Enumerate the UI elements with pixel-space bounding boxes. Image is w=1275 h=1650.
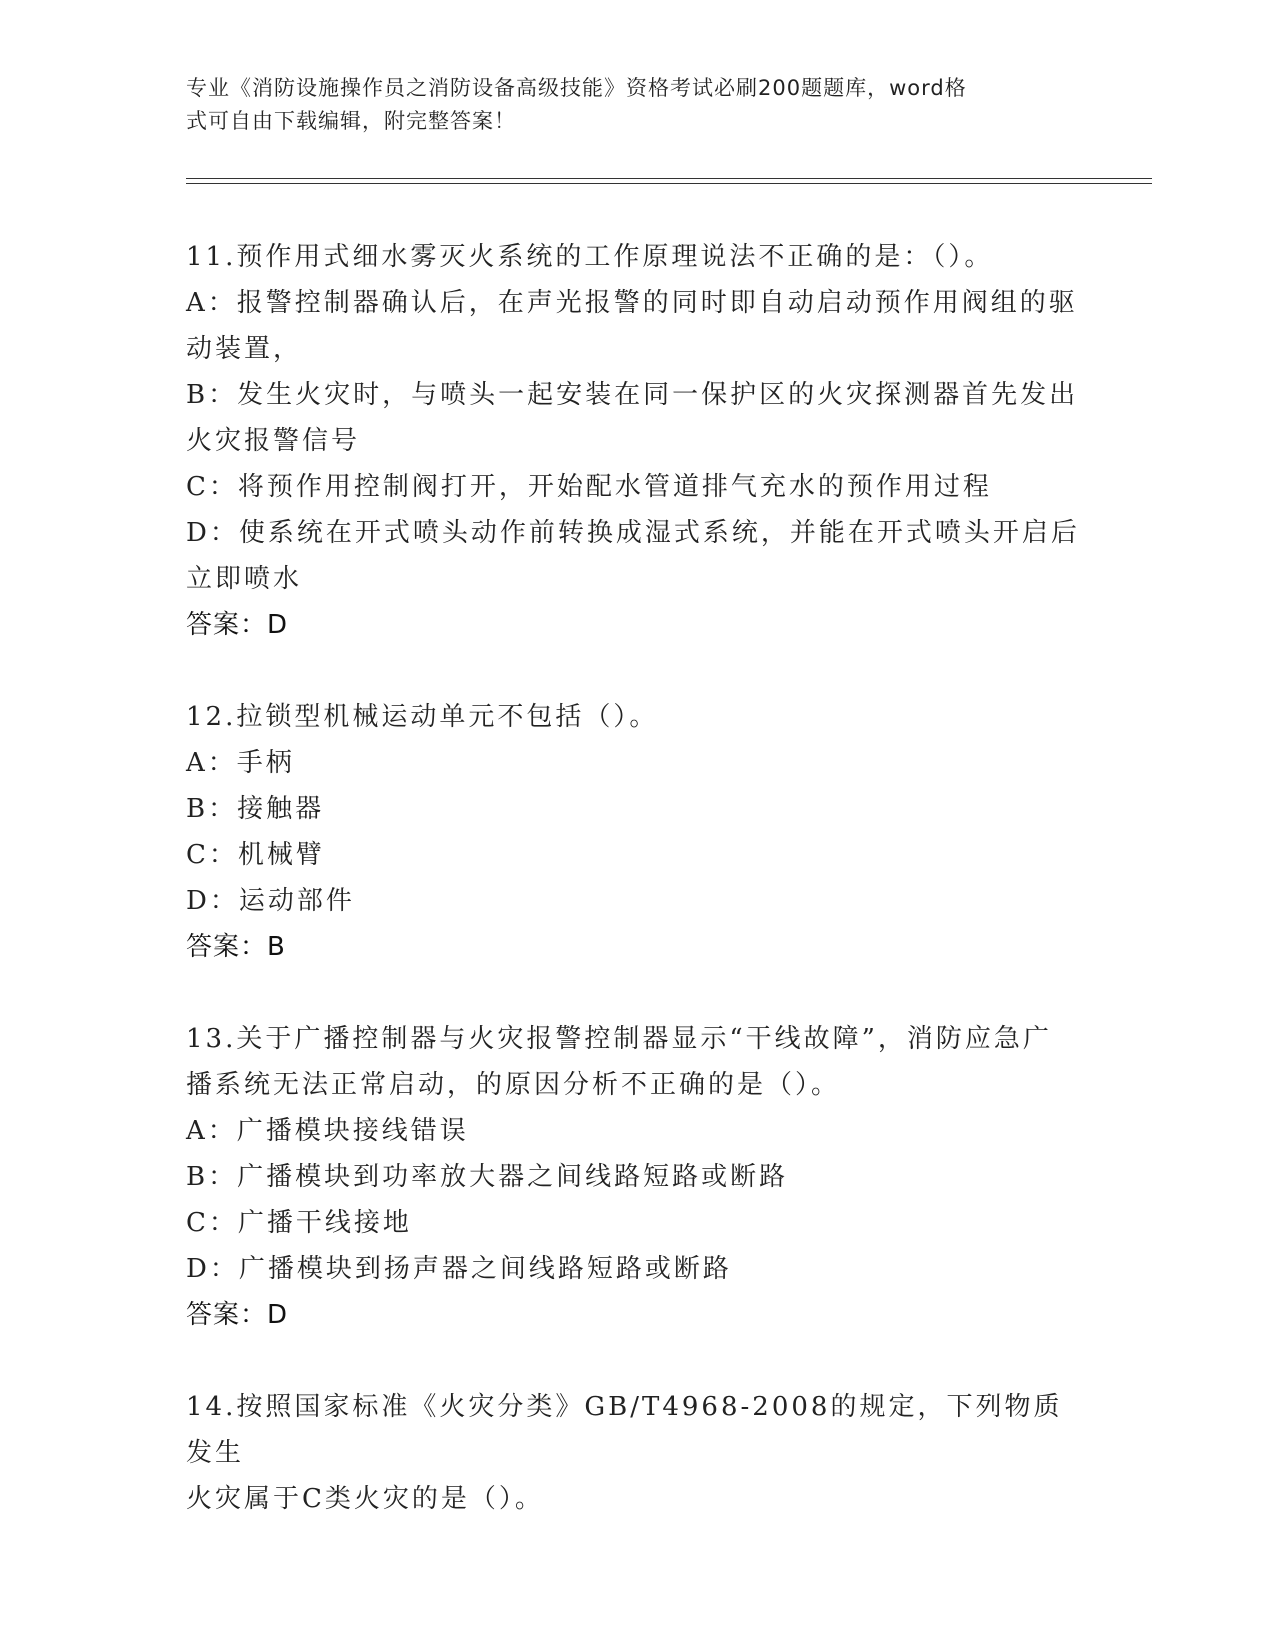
answer: 答案：D — [186, 610, 289, 640]
option-a: A：报警控制器确认后，在声光报警的同时即自动启动预作用阀组的驱 — [186, 288, 1078, 318]
option-b: B：接触器 — [186, 794, 325, 824]
option-d: D：广播模块到扬声器之间线路短路或断路 — [186, 1254, 732, 1284]
question-14 — [186, 1384, 1086, 1522]
option-d-continued: 立即喷水 — [186, 564, 303, 594]
header-divider-bottom — [186, 183, 1152, 184]
document-header — [186, 72, 1066, 138]
question-13 — [186, 1016, 1086, 1338]
option-c: C：将预作用控制阀打开，开始配水管道排气充水的预作用过程 — [186, 472, 992, 502]
answer: 答案：B — [186, 932, 286, 962]
question-text: 11.预作用式细水雾灭火系统的工作原理说法不正确的是：（）。 — [186, 242, 994, 272]
option-c: C：机械臂 — [186, 840, 325, 870]
answer: 答案：D — [186, 1300, 289, 1330]
option-a: A：手柄 — [186, 748, 295, 778]
question-12 — [186, 694, 1086, 970]
option-d: D：使系统在开式喷头动作前转换成湿式系统，并能在开式喷头开启后 — [186, 518, 1080, 548]
option-b: B：发生火灾时，与喷头一起安装在同一保护区的火灾探测器首先发出 — [186, 380, 1079, 410]
question-text-continued: 火灾属于C类火灾的是（）。 — [186, 1484, 544, 1514]
option-b-continued: 火灾报警信号 — [186, 426, 361, 456]
header-line-1: 专业《消防设施操作员之消防设备高级技能》资格考试必刷200题题库，word格 — [186, 76, 967, 100]
option-a: A：广播模块接线错误 — [186, 1116, 469, 1146]
option-b: B：广播模块到功率放大器之间线路短路或断路 — [186, 1162, 789, 1192]
header-divider-top — [186, 178, 1152, 179]
question-11 — [186, 234, 1086, 648]
option-d: D：运动部件 — [186, 886, 355, 916]
question-text: 12.拉锁型机械运动单元不包括（）。 — [186, 702, 659, 732]
question-text: 14.按照国家标准《火灾分类》GB/T4968-2008的规定，下列物质发生 — [186, 1392, 1063, 1468]
option-a-continued: 动装置， — [186, 334, 303, 364]
option-c: C：广播干线接地 — [186, 1208, 412, 1238]
header-line-2: 式可自由下载编辑，附完整答案！ — [186, 109, 516, 133]
question-text-continued: 播系统无法正常启动，的原因分析不正确的是（）。 — [186, 1070, 841, 1100]
question-list — [186, 234, 1086, 1568]
question-text: 13.关于广播控制器与火灾报警控制器显示“干线故障”，消防应急广 — [186, 1024, 1052, 1054]
